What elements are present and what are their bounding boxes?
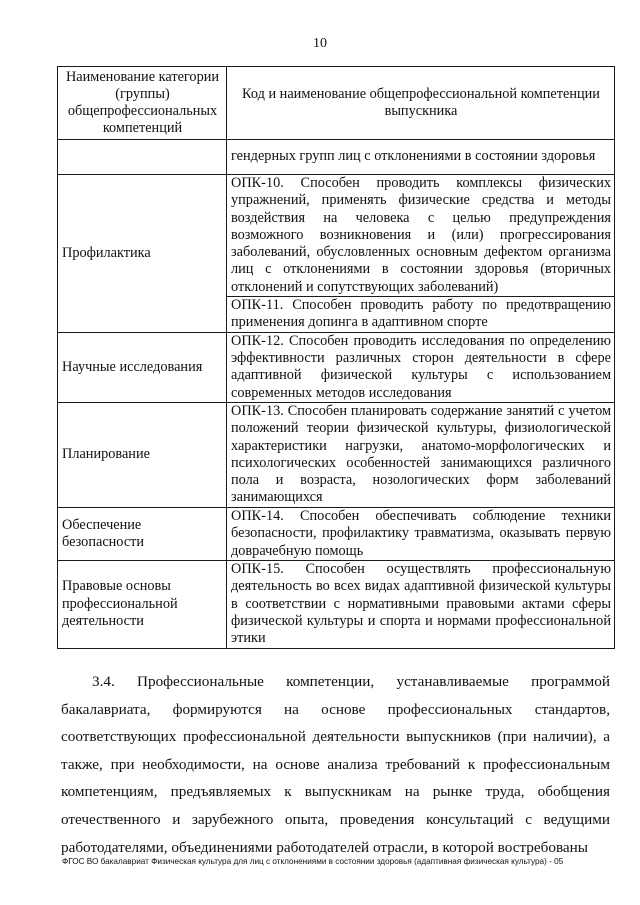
table-row — [58, 507, 615, 560]
category-cell: Планирование — [58, 402, 227, 507]
page-footer: ФГОС ВО бакалавриат Физическая культура для лиц с отклонениями в состоянии здоровья (адаптивная физическая культура) - 05 — [62, 857, 564, 866]
competency-cell: ОПК-15. Способен осуществлять профессиональную деятельность во всех видах адаптивной физической культуры в соответствии с нормативными правовыми актами сферы физической культуры и спорта и нормами профессиональной этики — [227, 560, 615, 648]
category-cell — [58, 140, 227, 175]
table-row — [58, 140, 615, 175]
table-header-row — [58, 67, 615, 140]
page-number: 10 — [313, 36, 327, 51]
table-row — [58, 332, 615, 402]
category-cell: Правовые основы профессиональной деятельности — [58, 560, 227, 648]
header-competency: Код и наименование общепрофессиональной компетенции выпускника — [227, 67, 615, 140]
category-cell: Профилактика — [58, 175, 227, 333]
category-cell: Научные исследования — [58, 332, 227, 402]
table-row — [58, 402, 615, 507]
competency-cell: ОПК-11. Способен проводить работу по предотвращению применения допинга в адаптивном спорте — [227, 297, 615, 333]
competency-cell: ОПК-12. Способен проводить исследования по определению эффективности различных сторон деятельности в сфере адаптивной физической культуры с использованием современных методов исследования — [227, 332, 615, 402]
competency-cell: ОПК-13. Способен планировать содержание занятий с учетом положений теории физической культуры, физиологической характеристики нагрузки, анатомо-морфологических и психологических особенностей занимающихся различного пола и возраста, нозологических форм заболеваний занимающихся — [227, 402, 615, 507]
competency-cell: ОПК-10. Способен проводить комплексы физических упражнений, применять физические средства и методы воздействия на человека с целью предупреждения возможного возникновения и (или) прогрессирования заболеваний, обусловленных основным дефектом организма лиц с отклонениями в состоянии здоровья (вторичных отклонений и сопутствующих заболеваний) — [227, 175, 615, 297]
competency-cell: ОПК-14. Способен обеспечивать соблюдение техники безопасности, профилактику травматизма, оказывать первую доврачебную помощь — [227, 507, 615, 560]
section-paragraph: 3.4. Профессиональные компетенции, устанавливаемые программой бакалавриата, формируются на основе профессиональных стандартов, соответствующих профессиональной деятельности выпускников (при наличии), а также, при необходимости, на основе анализа требований к профессиональным компетенциям, предъявляемых к выпускникам на рынке труда, обобщения отечественного и зарубежного опыта, проведения консультаций с ведущими работодателями, объединениями работодателей отрасли, в которой востребованы — [61, 673, 610, 856]
competency-cell: гендерных групп лиц с отклонениями в состоянии здоровья — [227, 140, 615, 175]
table-row — [58, 175, 615, 297]
table-row — [58, 560, 615, 648]
competencies-table — [57, 66, 615, 649]
category-cell: Обеспечение безопасности — [58, 507, 227, 560]
header-category: Наименование категории (группы) общепрофессиональных компетенций — [58, 67, 227, 140]
